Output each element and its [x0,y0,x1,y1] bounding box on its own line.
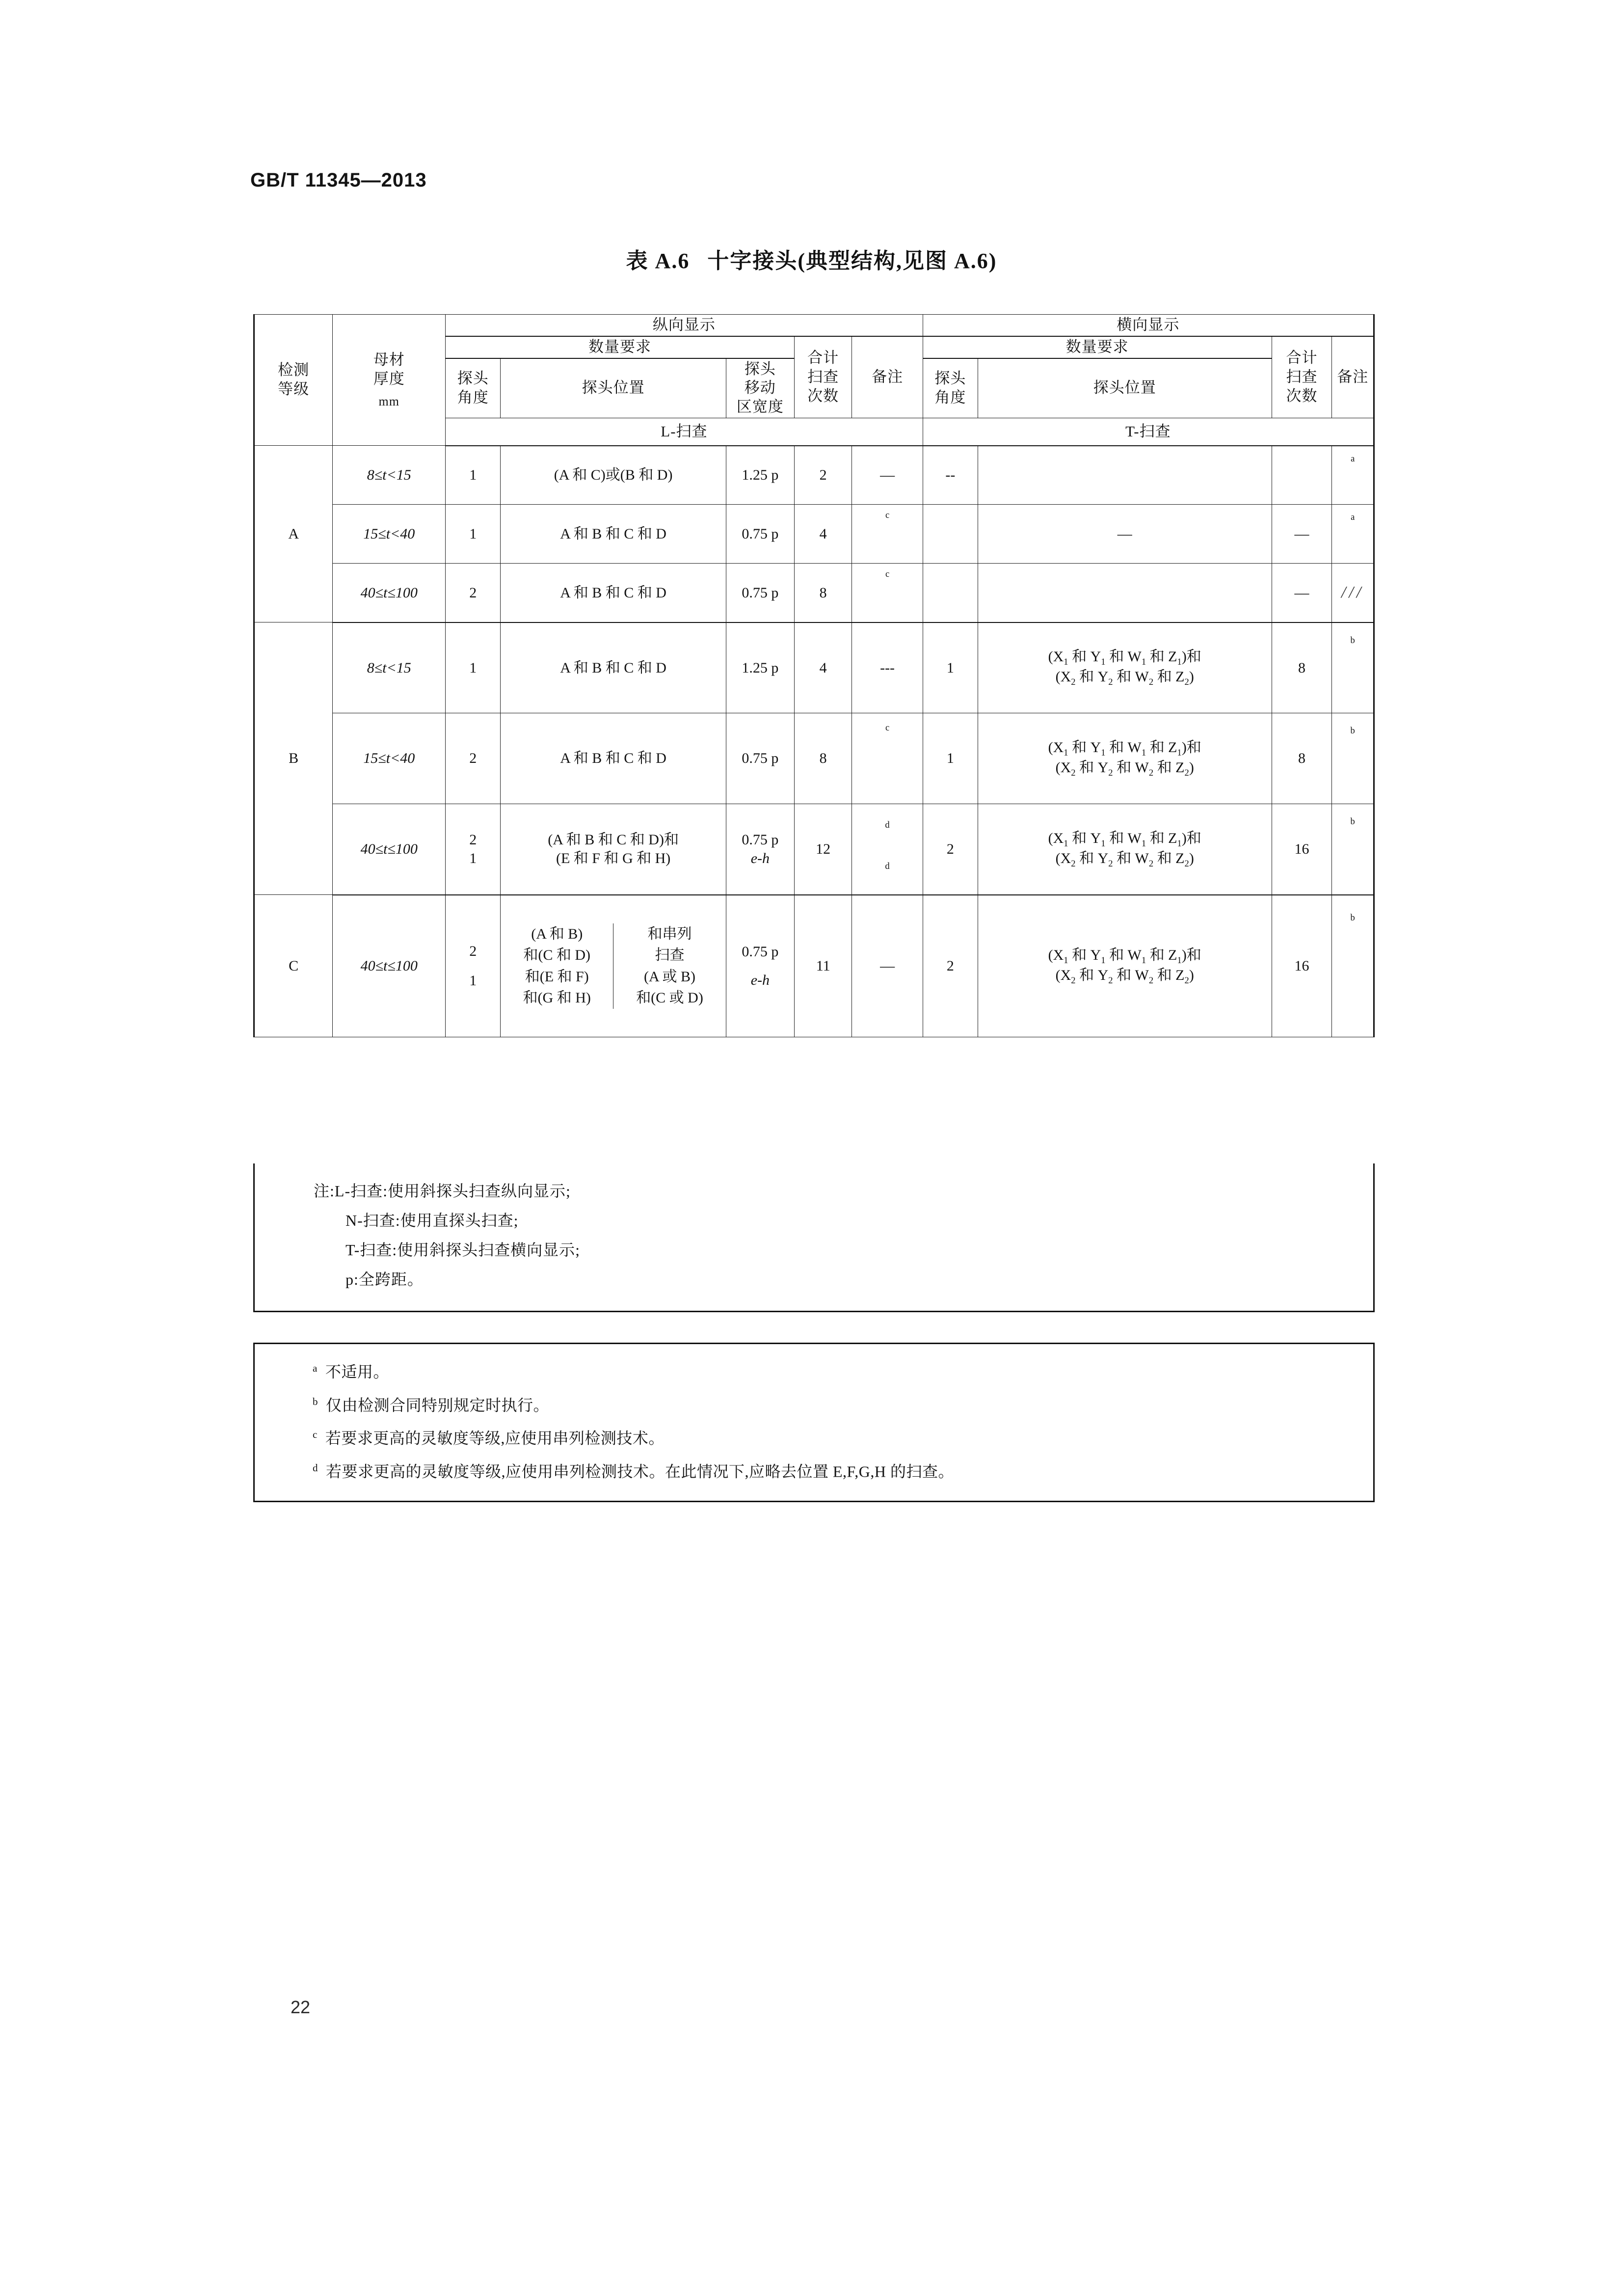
cell-l-width: 0.75 p [726,505,794,564]
table-row [254,713,1374,804]
running-head: GB/T 11345—2013 [250,169,427,191]
l-position-b1: 和串列 [647,925,692,942]
cell-t-remark: /// [1332,564,1374,622]
cell-l-total: 8 [794,564,852,622]
cell-l-remark: c [852,505,923,564]
th-total-scan-count-transverse: 合计 扫查 次数 [1272,336,1332,418]
footnote-text: 不适用。 [325,1363,389,1381]
cell-thickness: 8≤t<15 [333,446,446,505]
cell-grade: A [254,446,333,622]
note-line-2: N-扫查:使用直探头扫查; [346,1212,519,1229]
cell-t-angle: -- [923,446,978,505]
t-position-line-1: ($X_1$ 和 $Y_1$ 和 $W_1$ 和 $Z_1$)和 [1048,648,1201,668]
cell-t-total: 8 [1272,713,1332,804]
footnote-mark: b [313,1395,318,1407]
cell-t-total: 8 [1272,622,1332,713]
table-notes [253,1163,1375,1312]
cell-l-total: 8 [794,713,852,804]
cell-t-angle [923,505,978,564]
footnote-item [255,1388,1373,1422]
t-position-line-2: ($X_2$ 和 $Y_2$ 和 $W_2$ 和 $Z_2$) [1055,850,1194,869]
table-row [254,505,1374,564]
cell-thickness: 40≤t≤100 [333,804,446,895]
cell-t-angle [923,564,978,622]
th-probe-angle-longitudinal: 探头 角度 [446,358,501,418]
l-position-b2: 扫查 [655,947,685,964]
l-position-a3: 和(E 和 F) [501,966,613,988]
cell-t-position [978,564,1272,622]
cell-thickness: 8≤t<15 [333,622,446,713]
th-grade: 检测 等级 [254,315,333,446]
cell-l-width: 0.75 p [726,564,794,622]
cell-l-angle: 2 [446,713,501,804]
cell-l-position: (A 和 B 和 C 和 D)和 (E 和 F 和 G 和 H) [501,804,726,895]
cell-thickness: 40≤t≤100 [333,564,446,622]
table-a6 [253,314,1375,1037]
cell-grade: B [254,622,333,895]
cell-l-total: 2 [794,446,852,505]
table-a6-wrapper [253,314,1375,1037]
cell-t-position [978,804,1272,895]
cell-l-width: 1.25 p [726,622,794,713]
cell-thickness: 40≤t≤100 [333,895,446,1037]
l-position-b3: (A 或 B) [644,968,696,985]
cell-t-remark: a [1332,446,1374,505]
cell-l-remark: — [852,895,923,1037]
cell-thickness: 15≤t<40 [333,505,446,564]
t-position-line-1: ($X_1$ 和 $Y_1$ 和 $W_1$ 和 $Z_1$)和 [1048,946,1201,966]
cell-t-position [978,622,1272,713]
th-thickness: 母材 厚度 mm [333,315,446,446]
th-probe-angle-transverse: 探头 角度 [923,358,978,418]
th-probe-position-transverse: 探头位置 [978,358,1272,418]
cell-l-angle: 2 [446,564,501,622]
cell-l-width: 0.75 p e-h [726,804,794,895]
cell-t-total: — [1272,505,1332,564]
l-position-a4: 和(G 和 H) [501,987,613,1009]
footnote-mark: c [313,1429,318,1441]
footnote-mark: d [313,1461,318,1474]
t-position-line-2: ($X_2$ 和 $Y_2$ 和 $W_2$ 和 $Z_2$) [1055,669,1194,688]
footnote-text: 仅由检测合同特别规定时执行。 [326,1396,550,1414]
th-transverse: 横向显示 [923,315,1374,336]
footnote-text: 若要求更高的灵敏度等级,应使用串列检测技术。在此情况下,应略去位置 E,F,G,H 的扫查。 [326,1462,955,1481]
cell-l-remark: c [852,564,923,622]
cell-t-angle: 2 [923,895,978,1037]
cell-l-total: 4 [794,622,852,713]
th-scan-t: T-扫查 [923,418,1374,445]
cell-t-remark: b [1332,804,1374,895]
cell-l-position: A 和 B 和 C 和 D [501,505,726,564]
cell-l-total: 4 [794,505,852,564]
cell-t-position: — [978,505,1272,564]
footnote-item [255,1355,1373,1388]
cell-l-position: (A 和 C)或(B 和 D) [501,446,726,505]
cell-t-angle: 1 [923,713,978,804]
footnote-item [255,1421,1373,1455]
note-line-4: p:全跨距。 [346,1270,424,1288]
cell-l-angle: 2 1 [446,895,501,1037]
cell-l-remark: --- [852,622,923,713]
cell-l-position: A 和 B 和 C 和 D [501,713,726,804]
cell-l-width: 0.75 p e-h [726,895,794,1037]
cell-t-total [1272,446,1332,505]
th-quantity-requirement-transverse: 数量要求 [923,336,1272,358]
t-position-line-1: ($X_1$ 和 $Y_1$ 和 $W_1$ 和 $Z_1$)和 [1048,830,1201,849]
th-probe-position-longitudinal: 探头位置 [501,358,726,418]
cell-t-remark: b [1332,895,1374,1037]
footnote-item [255,1455,1373,1488]
footnote-mark: a [313,1362,318,1374]
cell-l-angle: 2 1 [446,804,501,895]
table-caption [0,243,1623,274]
th-longitudinal: 纵向显示 [446,315,923,336]
cell-t-angle: 1 [923,622,978,713]
note-line-1: 注:L-扫查:使用斜探头扫查纵向显示; [314,1182,571,1200]
cell-l-remark: c [852,713,923,804]
cell-t-remark: a [1332,505,1374,564]
th-scan-l: L-扫查 [446,418,923,445]
cell-t-remark: b [1332,713,1374,804]
cell-t-total: — [1272,564,1332,622]
cell-l-angle: 1 [446,505,501,564]
t-position-line-2: ($X_2$ 和 $Y_2$ 和 $W_2$ 和 $Z_2$) [1055,759,1194,778]
cell-l-remark: — [852,446,923,505]
note-line-3: T-扫查:使用斜探头扫查横向显示; [346,1241,581,1259]
table-row [254,622,1374,713]
cell-t-position [978,895,1272,1037]
cell-l-total: 11 [794,895,852,1037]
cell-l-width: 1.25 p [726,446,794,505]
l-position-a1: (A 和 B) [501,923,613,945]
footnote-text: 若要求更高的灵敏度等级,应使用串列检测技术。 [325,1429,665,1447]
l-position-a2: 和(C 和 D) [501,945,613,966]
th-quantity-requirement-longitudinal: 数量要求 [446,336,795,358]
cell-t-angle: 2 [923,804,978,895]
table-caption-title: 十字接头(典型结构,见图 A.6) [707,249,997,273]
cell-t-position [978,446,1272,505]
cell-l-position: A 和 B 和 C 和 D [501,564,726,622]
table-row [254,564,1374,622]
cell-l-angle: 1 [446,446,501,505]
cell-l-angle: 1 [446,622,501,713]
th-total-scan-count-longitudinal: 合计 扫查 次数 [794,336,852,418]
th-probe-move-width: 探头 移动 区宽度 [726,358,794,418]
cell-l-width: 0.75 p [726,713,794,804]
cell-t-position [978,713,1272,804]
l-position-b4: 和(C 或 D) [636,990,703,1006]
t-position-line-1: ($X_1$ 和 $Y_1$ 和 $W_1$ 和 $Z_1$)和 [1048,739,1201,758]
cell-l-position [501,895,726,1037]
cell-t-total: 16 [1272,804,1332,895]
cell-l-total: 12 [794,804,852,895]
cell-thickness: 15≤t<40 [333,713,446,804]
th-remark-transverse: 备注 [1332,336,1374,418]
table-caption-label: 表 A.6 [626,249,690,273]
cell-l-position: A 和 B 和 C 和 D [501,622,726,713]
table-row [254,804,1374,895]
page-number: 22 [291,1997,311,2017]
table-header-row-1 [254,315,1374,336]
t-position-line-2: ($X_2$ 和 $Y_2$ 和 $W_2$ 和 $Z_2$) [1055,967,1194,986]
cell-l-remark: $^d$ $^d$ [852,804,923,895]
th-remark-longitudinal: 备注 [852,336,923,418]
table-row [254,895,1374,1037]
cell-t-remark: b [1332,622,1374,713]
table-footnotes [253,1343,1375,1502]
cell-t-total: 16 [1272,895,1332,1037]
cell-grade: C [254,895,333,1037]
table-row [254,446,1374,505]
